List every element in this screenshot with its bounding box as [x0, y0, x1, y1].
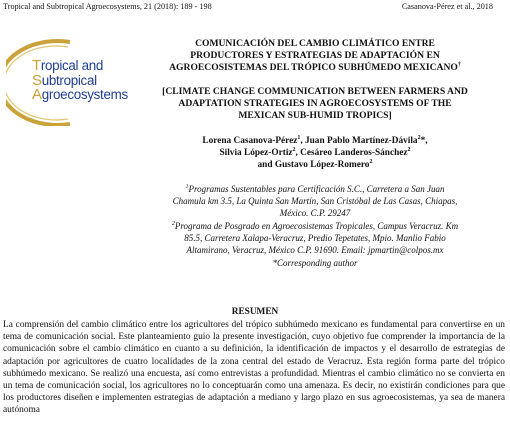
author-name: Lorena Casanova-Pérez — [202, 136, 298, 146]
author-name: Silvia López-Ortiz — [219, 148, 293, 158]
author-name: and Gustavo López-Romero — [257, 160, 370, 170]
corresponding-author-note: *Corresponding author — [272, 257, 358, 268]
affiliation-1: $^1$Programas Sustentables para Certificación S.C., Carretera a San Juan Chamula km 3.5, La Quinta San Martín, San Cristóbal de Las Casas, Chiapas, México. C.P. 29247 — [172, 184, 458, 219]
logo-wordmark — [32, 59, 128, 103]
author-name: , Juan Pablo Martínez-Dávila — [300, 136, 418, 146]
logo-line-2: Subtropical — [32, 71, 97, 89]
abstract-text: La comprensión del cambio climático entre los agricultores del trópico subhúmedo mexicano es fundamental para convertirse en un tema de comunicación social. Este planteamiento guio la presente investigación, cuyo objetivo fue comprender la importancia de la comunicación sobre el cambio climático en cuanto a su definición, la identificación de impactos y el desarrollo de estrategias de adaptación por agricultores de cuatro localidades de la zona central del estado de Veracruz. Esta región forma parte del trópico subhúmedo mexicano. Se realizó una encuesta, así como entrevistas a profundidad. Mientras el cambio climático no se convierta en un tema de comunicación social, los agricultores no lo conceptuarán como una amenaza. Es decir, no existirán condiciones para que los productores diseñen e implementen estrategias de adaptación a mediano y largo plazo en sus agroecosistemas, ya sea de manera autónoma — [3, 320, 505, 416]
journal-logo — [6, 38, 134, 126]
title-spanish: COMUNICACIÓN DEL CAMBIO CLIMÁTICO ENTRE PRODUCTORES Y ESTRATEGIAS DE ADAPTACIÓN EN AGROECOSISTEMAS DEL TRÓPICO SUBHÚMEDO MEXICANO† — [169, 38, 461, 73]
affiliation-2: $^2$Programa de Posgrado en Agroecosistemas Tropicales, Campus Veracruz. Km 85.5, Carretera Xalapa-Veracruz, Predio Tepetates, Mpio. Manlio Fabio Altamirano, Veracruz, México C.P. 91690. Email: jpmartin@colpos.mx *Corresponding author — [140, 220, 490, 269]
running-authors: Casanova-Pérez et al., 2018 — [401, 2, 493, 11]
title-english: [CLIMATE CHANGE COMMUNICATION BETWEEN FARMERS AND ADAPTATION STRATEGIES IN AGROECOSYSTEMS OF THE MEXICAN SUB-HUMID TROPICS] — [162, 86, 468, 121]
author-name: , Cesáreo Landeros-Sánchez — [295, 148, 408, 158]
logo-line-1: Tropical and — [32, 57, 104, 74]
logo-line-3: Agroecosystems — [32, 86, 128, 103]
journal-citation: Tropical and Subtropical Agroecosystems, 21 (2018): 189 - 198 — [3, 2, 212, 11]
title-footnote-mark: † — [457, 61, 461, 68]
author-list: Lorena Casanova-Pérez$^1$, Juan Pablo Martínez-Dávila$^2$*, Silvia López-Ortiz$^2$, Cesáreo Landeros-Sánchez$^2$ and Gustavo López-Romero$^2$ — [202, 134, 428, 170]
abstract-heading: RESUMEN — [231, 307, 279, 317]
